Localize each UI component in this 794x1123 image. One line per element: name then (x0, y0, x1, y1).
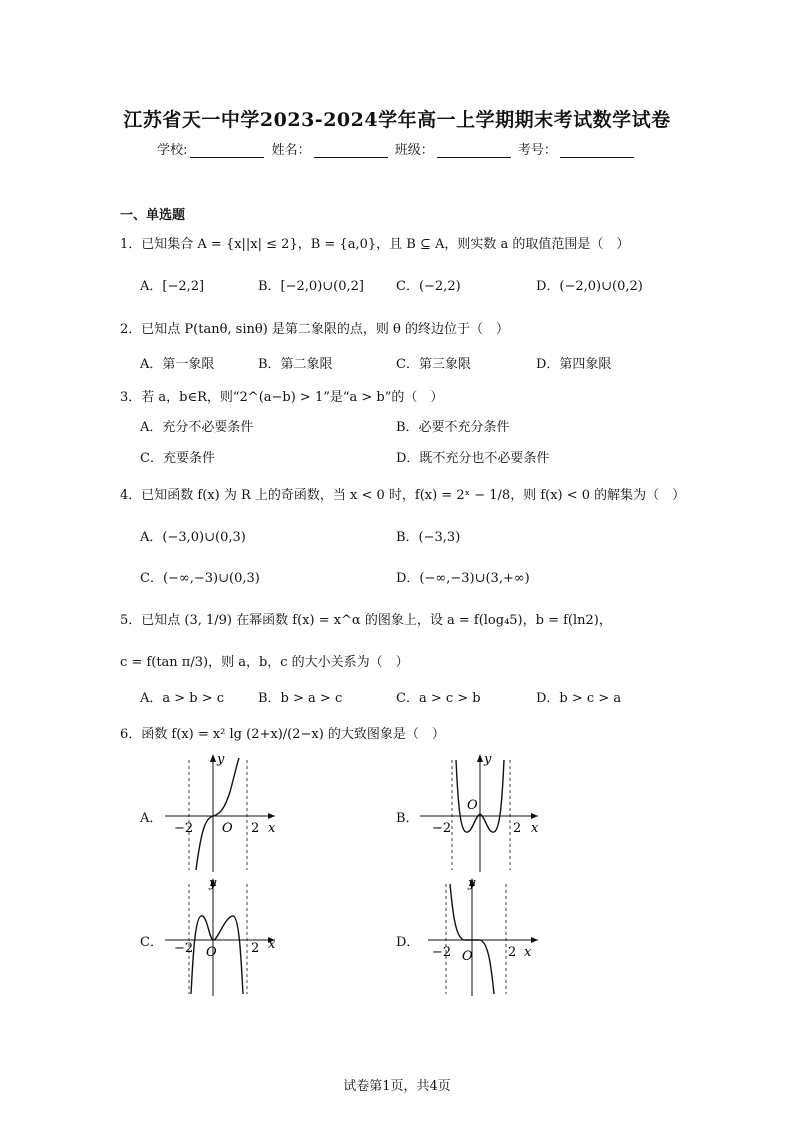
neg2-label: −2 (432, 821, 452, 836)
q1-option-c[interactable]: C．(−2,2) (396, 279, 461, 294)
school-blank[interactable] (190, 145, 264, 158)
q2-option-b[interactable]: B．第二象限 (258, 357, 333, 372)
graph-option-a[interactable] (165, 752, 290, 872)
q1-option-a[interactable]: A．[−2,2] (140, 279, 205, 294)
neg2-label: −2 (174, 941, 194, 956)
y-label: y (217, 752, 225, 767)
x-label: x (268, 821, 276, 836)
neg2-label: −2 (174, 821, 194, 836)
question-5-stem: 5．已知点 (3, 1/9) 在幂函数 f(x) = x^α 的图象上，设 a = f(log₄5)，b = f(ln2)， (120, 613, 612, 628)
q6-option-c[interactable]: C． (140, 935, 163, 950)
q5-option-d[interactable]: D．b > c > a (536, 691, 622, 706)
q2-option-d[interactable]: D．第四象限 (536, 357, 612, 372)
pos2-label: 2 (251, 821, 260, 836)
graph-option-d[interactable] (420, 876, 545, 996)
graph-option-b[interactable] (420, 752, 545, 872)
y-label: y (484, 752, 492, 767)
name-label: 姓名： (271, 143, 311, 158)
q2-option-c[interactable]: C．第三象限 (396, 357, 471, 372)
class-blank[interactable] (437, 145, 511, 158)
question-1-stem: 1．已知集合 A = {x||x| ≤ 2}，B = {a,0}，且 B ⊆ A，则实数 a 的取值范围是（ ） (120, 237, 630, 252)
y-label: y (209, 876, 217, 891)
y-label: y (468, 876, 476, 891)
q6-option-b[interactable]: B． (396, 811, 419, 826)
graph-option-c[interactable] (165, 876, 290, 996)
q3-option-b[interactable]: B．必要不充分条件 (396, 420, 510, 435)
x-label: x (524, 945, 532, 960)
q6-option-a[interactable]: A． (140, 811, 163, 826)
q4-option-d[interactable]: D．(−∞,−3)∪(3,+∞) (396, 571, 530, 586)
neg2-label: −2 (432, 945, 452, 960)
origin-label: O (222, 821, 233, 836)
q5-option-c[interactable]: C．a > c > b (396, 691, 481, 706)
q1-option-d[interactable]: D．(−2,0)∪(0,2) (536, 279, 643, 294)
pos2-label: 2 (251, 941, 260, 956)
q4-option-c[interactable]: C．(−∞,−3)∪(0,3) (140, 571, 260, 586)
exam-no-label: 考号： (517, 143, 557, 158)
pos2-label: 2 (513, 821, 522, 836)
q5-option-a[interactable]: A．a > b > c (140, 691, 225, 706)
question-4-stem: 4．已知函数 f(x) 为 R 上的奇函数，当 x < 0 时，f(x) = 2ˣ − 1/8，则 f(x) < 0 的解集为（ ） (120, 488, 686, 503)
q3-option-a[interactable]: A．充分不必要条件 (140, 420, 254, 435)
origin-label: O (206, 945, 217, 960)
x-label: x (268, 937, 276, 952)
page-title: 江苏省天一中学2023-2024学年高一上学期期末考试数学试卷 (123, 109, 671, 131)
q3-option-c[interactable]: C．充要条件 (140, 451, 215, 466)
exam-no-blank[interactable] (560, 145, 634, 158)
page-footer: 试卷第1页，共4页 (343, 1079, 451, 1094)
pos2-label: 2 (508, 945, 517, 960)
q4-option-b[interactable]: B．(−3,3) (396, 530, 461, 545)
student-info-line (0, 139, 794, 158)
question-3-stem: 3．若 a，b∈R，则“2^(a−b) > 1”是“a > b”的（ ） (120, 390, 444, 405)
school-label: 学校: (157, 143, 188, 158)
question-2-stem: 2．已知点 P(tanθ, sinθ) 是第二象限的点，则 θ 的终边位于（ ） (120, 322, 509, 337)
question-5-stem-cont: c = f(tan π/3)，则 a，b，c 的大小关系为（ ） (120, 655, 409, 670)
q1-option-b[interactable]: B．[−2,0)∪(0,2] (258, 279, 364, 294)
origin-label: O (462, 949, 473, 964)
q5-option-b[interactable]: B．b > a > c (258, 691, 343, 706)
name-blank[interactable] (314, 145, 388, 158)
q3-option-d[interactable]: D．既不充分也不必要条件 (396, 451, 550, 466)
q2-option-a[interactable]: A．第一象限 (140, 357, 215, 372)
x-label: x (531, 821, 539, 836)
origin-label: O (467, 798, 478, 813)
question-6-stem: 6．函数 f(x) = x² lg (2+x)/(2−x) 的大致图象是（ ） (120, 727, 445, 742)
class-label: 班级： (394, 143, 434, 158)
section-heading: 一、单选题 (120, 208, 186, 223)
q4-option-a[interactable]: A．(−3,0)∪(0,3) (140, 530, 246, 545)
q6-option-d[interactable]: D． (396, 935, 420, 950)
